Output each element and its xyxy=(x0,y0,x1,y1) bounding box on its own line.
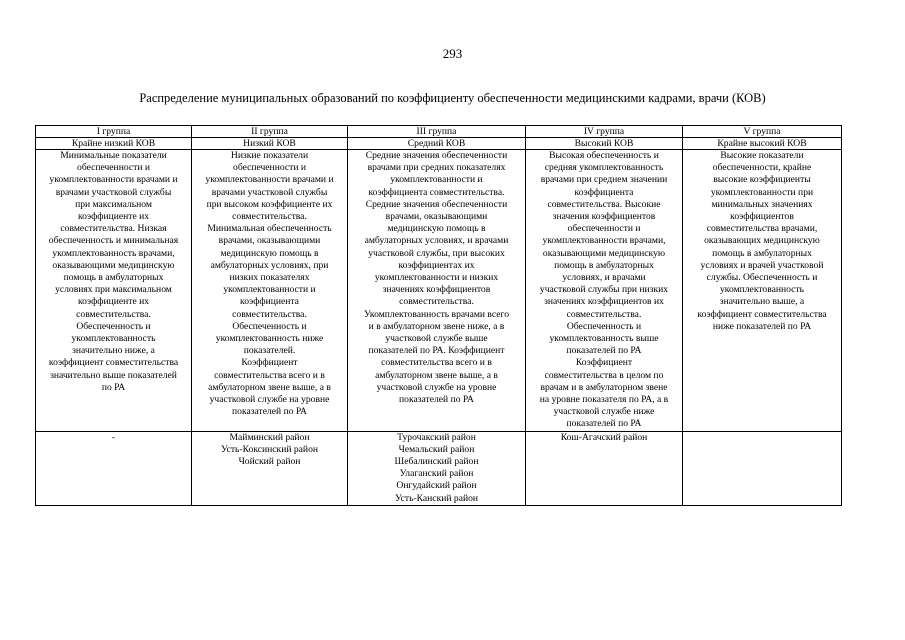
description-row xyxy=(36,150,842,432)
district-cell: Турочакский район Чемальский район Шебалинский район Улаганский район Онгудайский район Усть-Канский район xyxy=(348,431,526,505)
document-title: Распределение муниципальных образований по коэффициенту обеспеченности медицинскими кадрами, врачи (КОВ) xyxy=(139,91,766,105)
level-header-cell: Низкий КОВ xyxy=(192,138,348,150)
group-header-cell: I группа xyxy=(36,126,192,138)
group-header-cell: IV группа xyxy=(526,126,683,138)
group-header-cell: II группа xyxy=(192,126,348,138)
level-header-cell: Средний КОВ xyxy=(348,138,526,150)
level-header-row xyxy=(36,138,842,150)
description-cell: Высокая обеспеченность и средняя укомплектованность врачами при среднем значении коэффициента совместительства. Высокие значения коэффициентов обеспеченности и укомплектованности врачами, оказывающими медицинскую помощь в амбулаторных условиях, и врачами участковой службы при низких значениях коэффициентов их совместительства. Обеспеченность и укомплектованность выше показателей по РА Коэффициент совместительства в целом по врачам и в амбулаторном звене на уровне показателя по РА, а в участковой службе ниже показателей по РА xyxy=(526,150,683,432)
level-header-cell: Крайне высокий КОВ xyxy=(683,138,842,150)
group-header-cell: III группа xyxy=(348,126,526,138)
page-number: 293 xyxy=(442,46,463,61)
group-header-row xyxy=(36,126,842,138)
description-cell: Высокие показатели обеспеченности, крайне высокие коэффициенты укомплектованности при минимальных значениях коэффициентов совместительства врачами, оказывающих медицинскую помощь в амбулаторных условиях и врачей участковой службы. Обеспеченность и укомплектованность значительно выше, а коэффициент совместительства ниже показателей по РА xyxy=(683,150,842,432)
level-header-cell: Крайне низкий КОВ xyxy=(36,138,192,150)
level-header-cell: Высокий КОВ xyxy=(526,138,683,150)
district-cell: - xyxy=(36,431,192,505)
description-cell: Низкие показатели обеспеченности и укомплектованности врачами и врачами участковой службы при высоком коэффициенте их совместительства. Минимальная обеспеченность врачами, оказывающими медицинскую помощь в амбулаторных условиях, при низких показателях укомплектованности и коэффициента совместительства. Обеспеченность и укомплектованность ниже показателей. Коэффициент совместительства всего и в амбулаторном звене выше, а в участковой службе на уровне показателей по РА xyxy=(192,150,348,432)
district-cell: Майминский район Усть-Коксинский район Чойский район xyxy=(192,431,348,505)
district-cell: Кош-Агачский район xyxy=(526,431,683,505)
description-cell: Средние значения обеспеченности врачами при средних показателях укомплектованности и коэффициента совместительства. Средние значения обеспеченности врачами, оказывающими медицинскую помощь в амбулаторных условиях, и врачами участковой службы, при высоких коэффициентах их укомплектованности и низких значениях коэффициентов совместительства. Укомплектованность врачами всего и в амбулаторном звене ниже, а в участковой службе выше показателей по РА. Коэффициент совместительства всего и в амбулаторном звене выше, а в участковой службе на уровне показателей по РА xyxy=(348,150,526,432)
group-header-cell: V группа xyxy=(683,126,842,138)
distribution-table xyxy=(35,125,842,506)
district-row xyxy=(36,431,842,505)
district-cell xyxy=(683,431,842,505)
description-cell: Минимальные показатели обеспеченности и укомплектованности врачами и врачами участковой службы при максимальном коэффициенте их совместительства. Низкая обеспеченность и минимальная укомплектованность врачами, оказывающими медицинскую помощь в амбулаторных условиях при максимальном коэффициенте их совместительства. Обеспеченность и укомплектованность значительно ниже, а коэффициент совместительства значительно выше показателей по РА xyxy=(36,150,192,432)
